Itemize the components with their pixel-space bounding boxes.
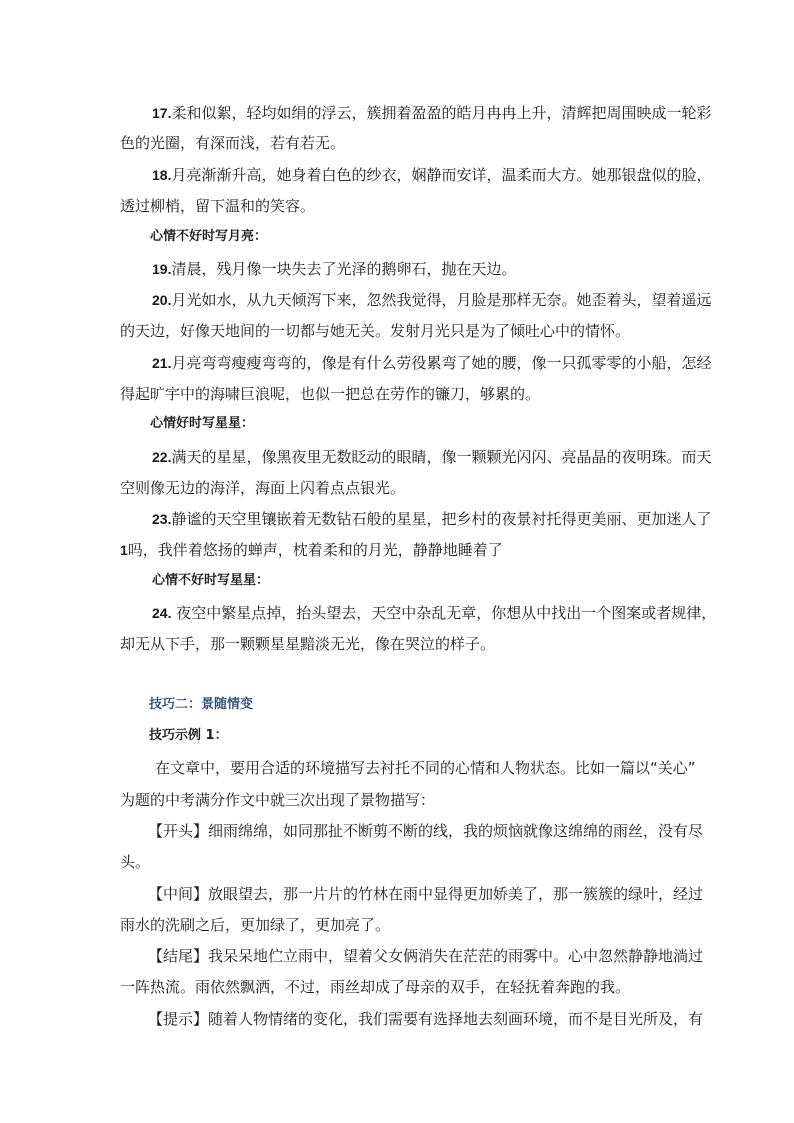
- paragraph-21-line-2: 得起旷宇中的海啸巨浪呢，也似一把总在劳作的镰刀，够累的。: [120, 385, 541, 403]
- block-opening-tag: 【开头】: [148, 822, 209, 840]
- heading-good-mood-stars: 心情好时写星星：: [150, 416, 255, 431]
- block-opening-line-1: 【开头】细雨绵绵，如同那扯不断剪不断的线，我的烦恼就像这绵绵的雨丝，没有尽: [148, 822, 704, 840]
- block-middle-tag: 【中间】: [148, 885, 209, 903]
- block-ending-line-2: 一阵热流。雨依然飘洒，不过，雨丝却成了母亲的双手，在轻抚着奔跑的我。: [120, 978, 631, 996]
- paragraph-23-line-2: 1吗，我伴着悠扬的蝉声，枕着柔和的月光，静静地睡着了: [120, 541, 503, 559]
- block-middle-line-2: 雨水的洗刷之后，更加绿了，更加亮了。: [120, 916, 391, 934]
- paragraph-22-line-2: 空则像无边的海洋，海面上闪着点点银光。: [120, 479, 406, 497]
- paragraph-20-line-1: 20.月光如水，从九天倾泻下来，忽然我觉得，月脸是那样无奈。她歪着头，望着遥远: [152, 291, 712, 309]
- paragraph-19-line-1: 19.清晨，残月像一块失去了光泽的鹅卵石，抛在天边。: [152, 260, 517, 278]
- heading-bad-mood-moon: 心情不好时写月亮：: [150, 229, 268, 244]
- example-title: 技巧示例 1：: [149, 728, 228, 743]
- paragraph-18-line-2: 透过柳梢，留下温和的笑容。: [120, 197, 316, 215]
- paragraph-20-line-2: 的天边，好像天地间的一切都与她无关。发射月光只是为了倾吐心中的情怀。: [120, 322, 631, 340]
- block-middle-line-1: 【中间】放眼望去，那一片片的竹林在雨中显得更加娇美了，那一簇簇的绿叶，经过: [148, 885, 704, 903]
- block-opening-line-2: 头。: [120, 853, 151, 871]
- intro-line-1: 在文章中，要用合适的环境描写去衬托不同的心情和人物状态。比如一篇以“关心”: [155, 759, 696, 777]
- paragraph-24-line-1: 24. 夜空中繁星点掉，抬头望去，天空中杂乱无章，你想从中找出一个图案或者规律，: [152, 604, 717, 622]
- block-tip-tag: 【提示】: [148, 1010, 209, 1028]
- paragraph-18-line-1: 18.月亮渐渐升高，她身着白色的纱衣，娴静而安详，温柔而大方。她那银盘似的脸，: [152, 166, 712, 184]
- heading-bad-mood-stars: 心情不好时写星星：: [152, 573, 270, 588]
- section-title: 技巧二：景随情变: [149, 697, 254, 712]
- paragraph-24-line-2: 却无从下手，那一颗颗星星黯淡无光，像在哭泣的样子。: [120, 635, 496, 653]
- block-ending-line-1: 【结尾】我呆呆地伫立雨中，望着父女俩消失在茫茫的雨雾中。心中忽然静静地淌过: [148, 947, 704, 965]
- paragraph-23-line-1: 23.静谧的天空里镶嵌着无数钻石般的星星，把乡村的夜景衬托得更美丽、更加迷人了: [152, 510, 712, 528]
- paragraph-21-line-1: 21.月亮弯弯瘦瘦弯弯的，像是有什么劳役累弯了她的腰，像一只孤零零的小船，怎经: [152, 354, 712, 372]
- paragraph-17-line-2: 色的光圈，有深而浅，若有若无。: [120, 134, 346, 152]
- block-tip-line-1: 【提示】随着人物情绪的变化，我们需要有选择地去刻画环境，而不是目光所及，有: [148, 1010, 704, 1028]
- paragraph-17-line-1: 17.柔和似絮，轻均如绢的浮云，簇拥着盈盈的皓月冉冉上升，清辉把周围映成一轮彩: [152, 104, 712, 122]
- intro-line-2: 为题的中考满分作文中就三次出现了景物描写：: [120, 791, 436, 809]
- paragraph-22-line-1: 22.满天的星星，像黑夜里无数眨动的眼睛，像一颗颗光闪闪、亮晶晶的夜明珠。而天: [152, 448, 712, 466]
- block-ending-tag: 【结尾】: [148, 947, 209, 965]
